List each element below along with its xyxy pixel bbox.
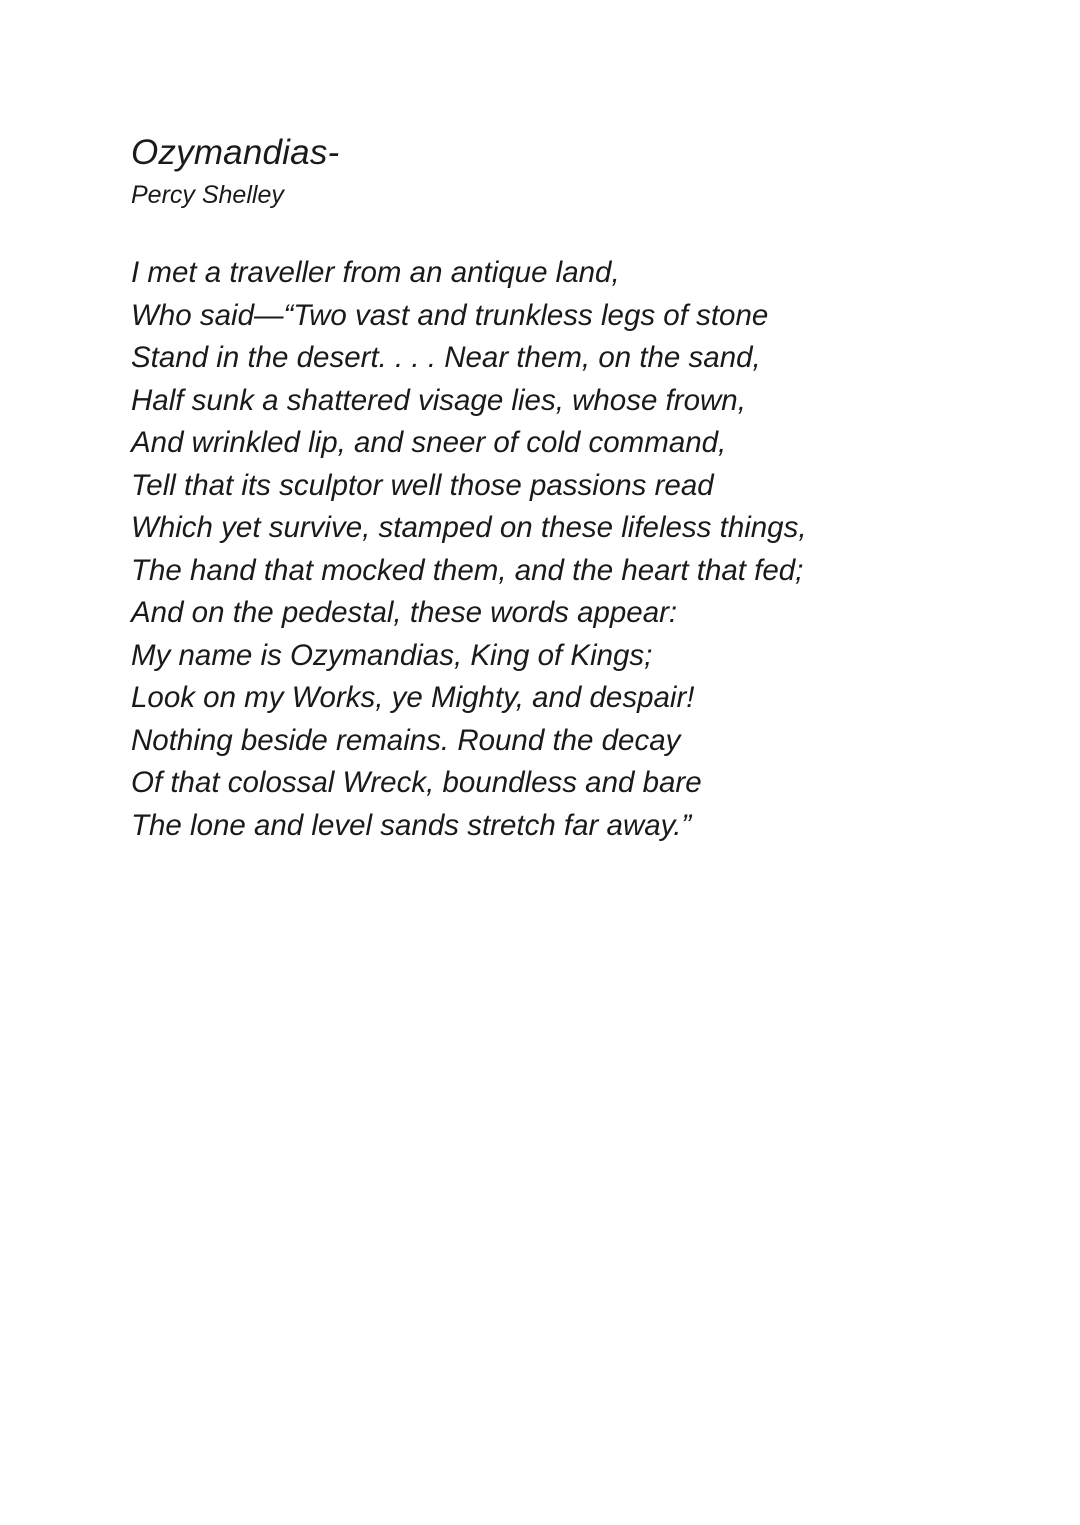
- poem-line: Who said—“Two vast and trunkless legs of stone: [131, 298, 769, 332]
- poem-author: Percy Shelley: [131, 181, 284, 209]
- poem-title: Ozymandias-: [131, 133, 340, 172]
- poem-line: Stand in the desert. . . . Near them, on the sand,: [131, 341, 761, 374]
- poem-header: [131, 131, 339, 211]
- poem-line: And on the pedestal, these words appear:: [131, 596, 678, 629]
- poem-line: Look on my Works, ye Mighty, and despair!: [131, 681, 695, 714]
- poem-line: Tell that its sculptor well those passions read: [131, 468, 714, 502]
- poem-line: The lone and level sands stretch far away.”: [131, 808, 692, 842]
- poem-line: The hand that mocked them, and the heart that fed;: [131, 553, 804, 587]
- poem-line: I met a traveller from an antique land,: [131, 256, 620, 289]
- poem-line: And wrinkled lip, and sneer of cold command,: [131, 426, 727, 459]
- poem-line: Which yet survive, stamped on these lifeless things,: [131, 511, 807, 544]
- poem-line: Nothing beside remains. Round the decay: [131, 723, 681, 757]
- poem-line: Of that colossal Wreck, boundless and bare: [131, 766, 702, 799]
- poem-line: My name is Ozymandias, King of Kings;: [131, 638, 653, 672]
- poem-body: [131, 252, 807, 847]
- poem-line: Half sunk a shattered visage lies, whose frown,: [131, 383, 746, 417]
